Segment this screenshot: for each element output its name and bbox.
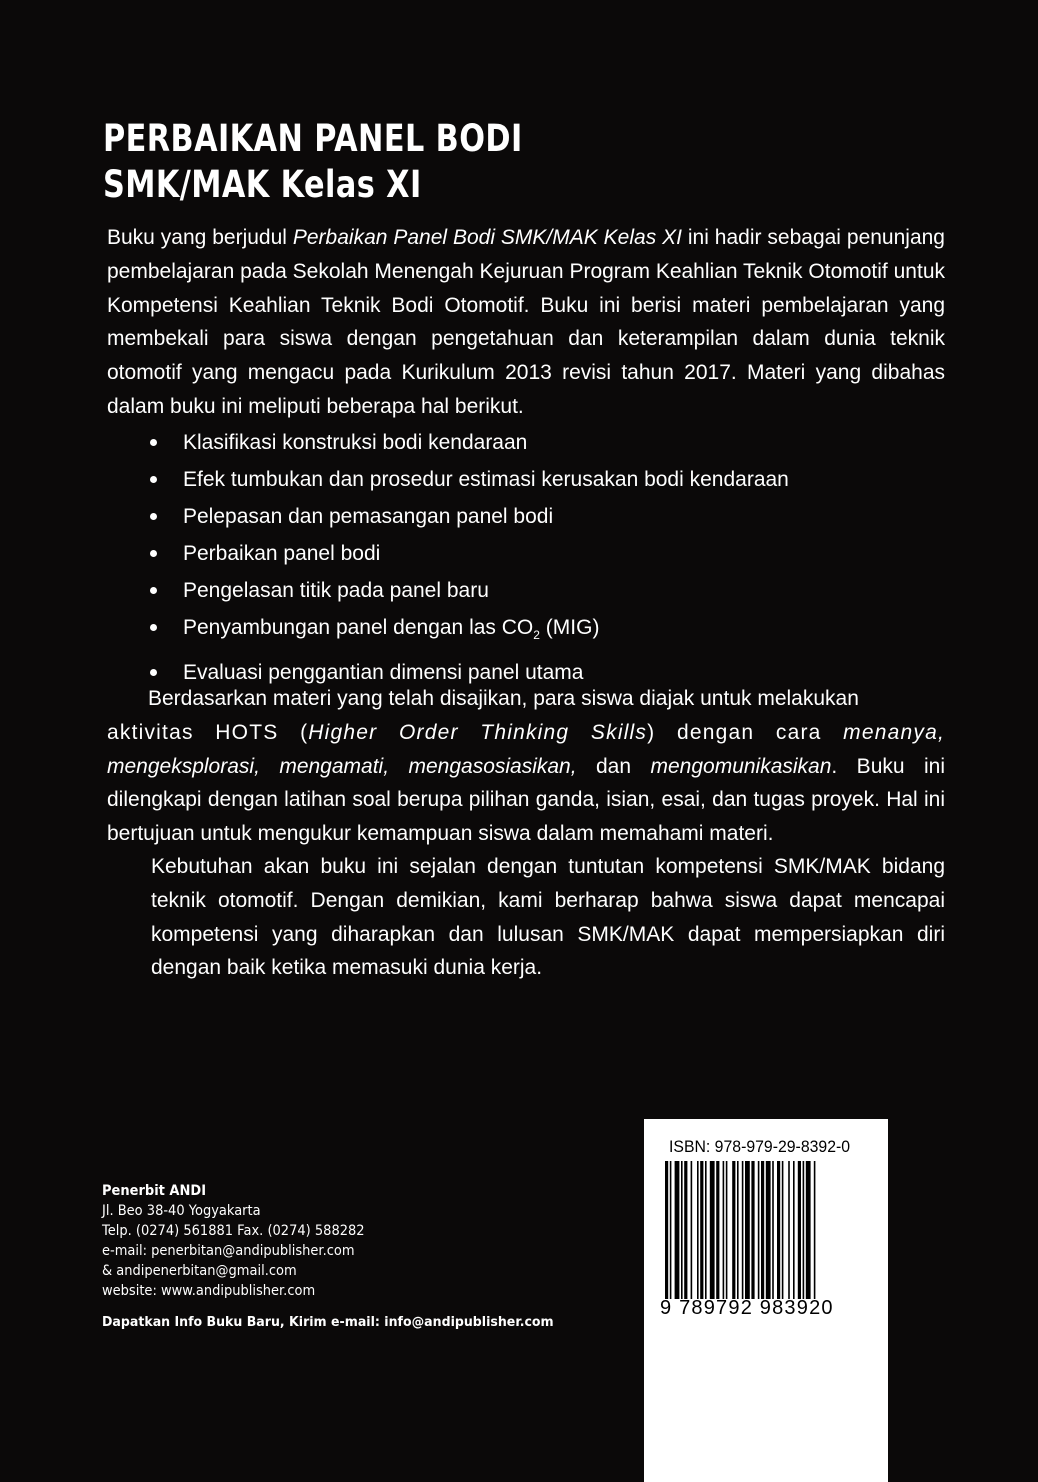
publisher-email: e-mail: penerbitan@andipublisher.com (102, 1243, 355, 1259)
topic-item: Pelepasan dan pemasangan panel bodi (148, 498, 938, 535)
publisher-address: Jl. Beo 38-40 Yogyakarta (102, 1203, 261, 1219)
co2-subscript: 2 (533, 628, 540, 643)
intro-pre: Buku yang berjudul (107, 226, 293, 249)
intro-book-title: Perbaikan Panel Bodi SMK/MAK Kelas XI (292, 226, 682, 249)
closing-paragraph: Kebutuhan akan buku ini sejalan dengan tuntutan kompetensi SMK/MAK bidang teknik otomotif. Dengan demikian, kami berharap bahwa siswa dapat mencapai kompetensi yang diharapkan dan lulusan SMK/MAK dapat mempersiapkan diri dengan baik ketika memasuki dunia kerja. (151, 855, 945, 980)
intro-paragraph (107, 221, 945, 424)
hots-paragraph: Berdasarkan materi yang telah disajikan, para siswa diajak untuk melakukan aktivitas HOTS (Higher Order Thinking Skills) dengan cara menanya, mengeksplorasi, mengamati, mengasosiasikan, dan mengomunikasikan. Buku ini dilengkapi dengan latihan soal berupa pilihan ganda, isian, esai, dan tugas proyek. Hal ini bertujuan untuk mengukur kemampuan siswa dalam memahami materi. (107, 682, 945, 851)
intro-post: ini hadir sebagai penunjang pembelajaran pada Sekolah Menengah Kejuruan Program Keahlian Teknik Otomotif untuk Kompetensi Keahlian Teknik Bodi Otomotif. Buku ini berisi materi pembelajaran yang membekali para siswa dengan pengetahuan dan keterampilan dalam dunia teknik otomotif yang mengacu pada Kurikulum 2013 revisi tahun 2017. Materi yang dibahas dalam buku ini meliputi beberapa hal berikut. (107, 226, 945, 418)
barcode-digits: 9 789792 983920 (660, 1297, 834, 1319)
isbn-number: ISBN: 978-979-29-8392-0 (669, 1137, 851, 1156)
bullet-icon (150, 439, 157, 446)
topic-item: Pengelasan titik pada panel baru (148, 572, 938, 609)
topic-item: Efek tumbukan dan prosedur estimasi kerusakan bodi kendaraan (148, 461, 938, 498)
topic-item: Penyambungan panel dengan las $CO_2$ (MIG) (148, 609, 938, 654)
bullet-icon (150, 624, 157, 631)
book-title (103, 116, 523, 208)
publisher-name: Penerbit ANDI (102, 1183, 207, 1199)
new-book-info: Dapatkan Info Buku Baru, Kirim e-mail: info@andipublisher.com (102, 1314, 554, 1330)
topic-item: Evaluasi penggantian dimensi panel utama (148, 654, 938, 691)
title-line-2: SMK/MAK Kelas XI (103, 163, 422, 206)
isbn-barcode (644, 1119, 888, 1482)
bullet-icon (150, 513, 157, 520)
topic-list (148, 424, 938, 691)
topic-item: Perbaikan panel bodi (148, 535, 938, 572)
bullet-icon (150, 669, 157, 676)
title-line-1: PERBAIKAN PANEL BODI (103, 117, 523, 160)
hots-term: Higher Order Thinking Skills (308, 720, 648, 744)
topic-item: Klasifikasi konstruksi bodi kendaraan (148, 424, 938, 461)
bullet-icon (150, 550, 157, 557)
bullet-icon (150, 476, 157, 483)
barcode-icon (665, 1161, 865, 1301)
publisher-email-alt: & andipenerbitan@gmail.com (102, 1263, 297, 1279)
bullet-icon (150, 587, 157, 594)
publisher-info (102, 1181, 365, 1301)
publisher-website: website: www.andipublisher.com (102, 1283, 316, 1299)
publisher-phone: Telp. (0274) 561881 Fax. (0274) 588282 (102, 1223, 365, 1239)
hots-line-1: Berdasarkan materi yang telah disajikan, para siswa diajak untuk melakukan (148, 687, 859, 710)
